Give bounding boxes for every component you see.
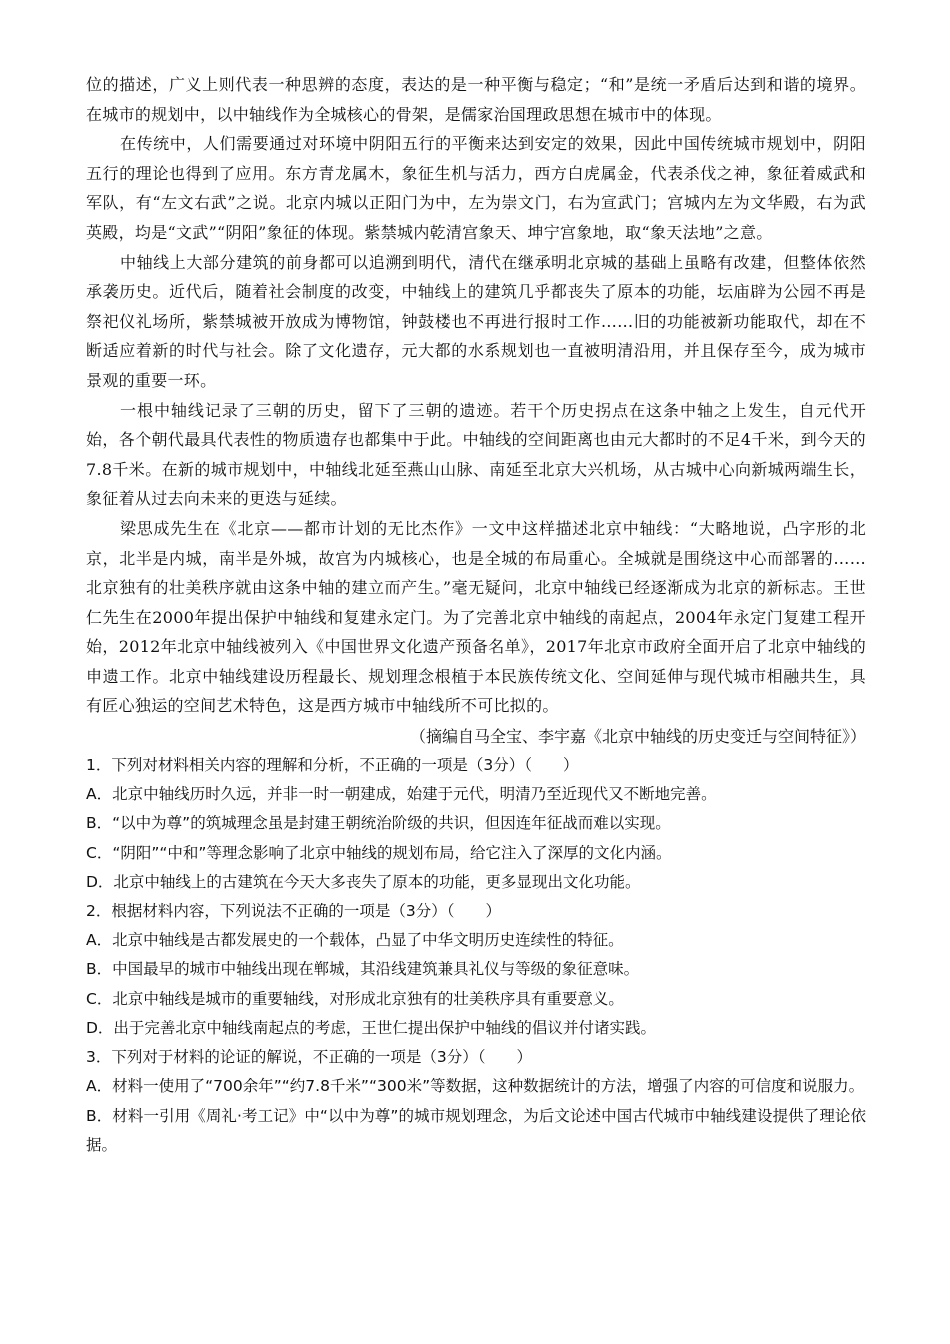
- passage-paragraph: 梁思成先生在《北京——都市计划的无比杰作》一文中这样描述北京中轴线：“大略地说，凸字形的北京，北半是内城，南半是外城，故宫为内城核心，也是全城的布局重心。全城就是围绕这中心而部署的……北京独有的壮美秩序就由这条中轴的建立而产生。”毫无疑问，北京中轴线已经逐渐成为北京的新标志。王世仁先生在2000年提出保护中轴线和复建永定门。为了完善北京中轴线的南起点，2004年永定门复建工程开始，2012年北京中轴线被列入《中国世界文化遗产预备名单》，2017年北京市政府全面开启了北京中轴线的申遗工作。北京中轴线建设历程最长、规划理念根植于本民族传统文化、空间延伸与现代城市相融共生，具有匠心独运的空间艺术特色，这是西方城市中轴线所不可比拟的。: [86, 518, 866, 716]
- question-stem: 1．下列对材料相关内容的理解和分析，不正确的一项是（3分）（ ）: [86, 756, 579, 775]
- question-stem: 2．根据材料内容，下列说法不正确的一项是（3分）（ ）: [86, 902, 501, 921]
- answer-option: A．北京中轴线是古都发展史的一个载体，凸显了中华文明历史连续性的特征。: [86, 931, 624, 950]
- passage-paragraph: 位的描述，广义上则代表一种思辨的态度，表达的是一种平衡与稳定；“和”是统一矛盾后达到和谐的境界。在城市的规划中，以中轴线作为全城核心的骨架，是儒家治国理政思想在城市中的体现。: [86, 75, 866, 124]
- question-list: [86, 751, 866, 1160]
- question-stem: 3．下列对于材料的论证的解说，不正确的一项是（3分）（ ）: [86, 1048, 532, 1067]
- passage-paragraph: 中轴线上大部分建筑的前身都可以追溯到明代，清代在继承明北京城的基础上虽略有改建，但整体依然承袭历史。近代后，随着社会制度的改变，中轴线上的建筑几乎都丧失了原本的功能，坛庙辟为公园不再是祭祀仪礼场所，紫禁城被开放成为博物馆，钟鼓楼也不再进行报时工作……旧的功能被新功能取代，却在不断适应着新的时代与社会。除了文化遗存，元大都的水系规划也一直被明清沿用，并且保存至今，成为城市景观的重要一环。: [86, 252, 866, 390]
- answer-option: A．材料一使用了“700余年”“约7.8千米”“300米”等数据，这种数据统计的方法，增强了内容的可信度和说服力。: [86, 1077, 865, 1096]
- reading-passage: [86, 70, 866, 721]
- answer-option: C．北京中轴线是城市的重要轴线，对形成北京独有的壮美秩序具有重要意义。: [86, 989, 624, 1008]
- answer-option: D．出于完善北京中轴线南起点的考虑，王世仁提出保护中轴线的倡议并付诸实践。: [86, 1018, 656, 1037]
- answer-option: B．中国最早的城市中轴线出现在郸城，其沿线建筑兼具礼仪与等级的象征意味。: [86, 960, 640, 979]
- passage-paragraph: 一根中轴线记录了三朝的历史，留下了三朝的遗迹。若干个历史拐点在这条中轴之上发生，自元代开始，各个朝代最具代表性的物质遗存也都集中于此。中轴线的空间距离也由元大都时的不足4千米，到今天的7.8千米。在新的城市规划中，中轴线北延至燕山山脉、南延至北京大兴机场，从古城中心向新城两端生长，象征着从过去向未来的更迭与延续。: [86, 400, 866, 509]
- answer-option: C．“阴阳”“中和”等理念影响了北京中轴线的规划布局，给它注入了深厚的文化内涵。: [86, 843, 672, 862]
- exam-page: [86, 70, 866, 1160]
- passage-paragraph: 在传统中，人们需要通过对环境中阴阳五行的平衡来达到安定的效果，因此中国传统城市规划中，阴阳五行的理论也得到了应用。东方青龙属木，象征生机与活力，西方白虎属金，代表杀伐之神，象征着威武和军队，有“左文右武”之说。北京内城以正阳门为中，左为崇文门，右为宣武门；宫城内左为文华殿，右为武英殿，均是“文武”“阴阳”象征的体现。紫禁城内乾清宫象天、坤宁宫象地，取“象天法地”之意。: [86, 134, 866, 242]
- answer-option: A．北京中轴线历时久远，并非一时一朝建成，始建于元代，明清乃至近现代又不断地完善。: [86, 785, 717, 804]
- answer-option: D．北京中轴线上的古建筑在今天大多丧失了原本的功能，更多显现出文化功能。: [86, 872, 641, 891]
- answer-option: B．“以中为尊”的筑城理念虽是封建王朝统治阶级的共识，但因连年征战而难以实现。: [86, 814, 671, 833]
- answer-option: B．材料一引用《周礼·考工记》中“以中为尊”的城市规划理念，为后文论述中国古代城市中轴线建设提供了理论依据。: [86, 1106, 866, 1154]
- source-citation: （摘编自马全宝、李宇嘉《北京中轴线的历史变迁与空间特征》）: [409, 727, 866, 747]
